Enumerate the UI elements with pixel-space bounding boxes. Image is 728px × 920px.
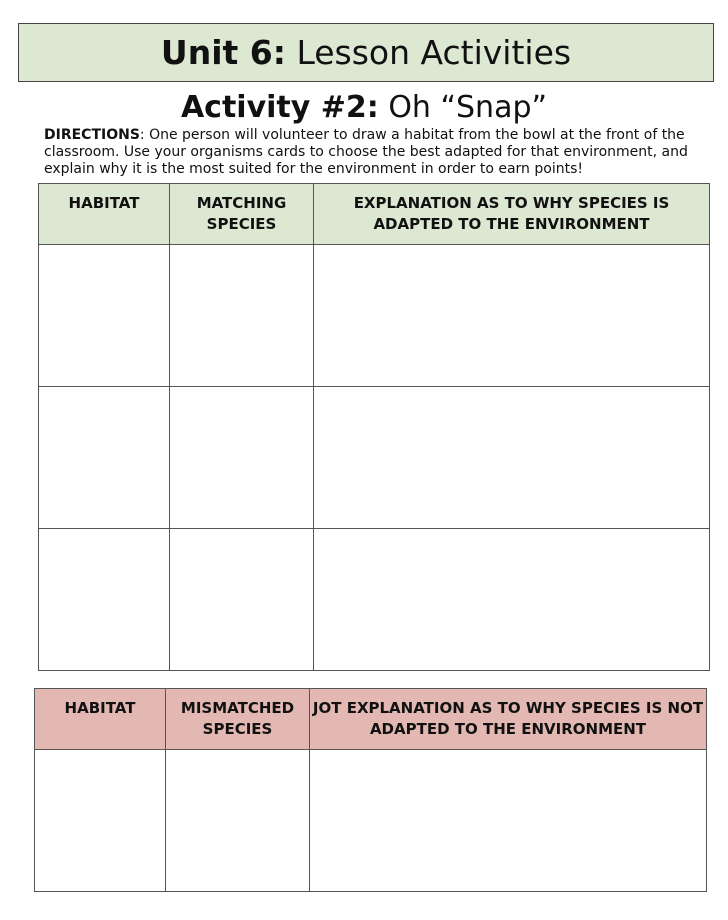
habitat-cell[interactable] bbox=[35, 750, 166, 892]
table-row bbox=[39, 529, 710, 671]
activity-name: Oh “Snap” bbox=[388, 90, 548, 125]
habitat-header: HABITAT bbox=[35, 689, 166, 750]
species-cell[interactable] bbox=[170, 387, 314, 529]
unit-label: Unit 6: bbox=[160, 33, 286, 72]
directions-label: DIRECTIONS bbox=[44, 127, 140, 143]
table-row bbox=[39, 387, 710, 529]
table-row bbox=[35, 750, 707, 892]
table-header-row bbox=[35, 689, 707, 750]
unit-title-banner bbox=[18, 23, 714, 82]
species-cell[interactable] bbox=[166, 750, 310, 892]
habitat-cell[interactable] bbox=[39, 387, 170, 529]
habitat-cell[interactable] bbox=[39, 245, 170, 387]
activity-label: Activity #2: bbox=[180, 90, 379, 125]
matching-species-header: MATCHING SPECIES bbox=[170, 184, 314, 245]
explanation-cell[interactable] bbox=[314, 387, 710, 529]
unit-title: Lesson Activities bbox=[296, 33, 572, 72]
jot-explanation-header: JOT EXPLANATION AS TO WHY SPECIES IS NOT ADAPTED TO THE ENVIRONMENT bbox=[310, 689, 707, 750]
matching-species-table bbox=[38, 183, 710, 671]
table-row bbox=[39, 245, 710, 387]
activity-heading bbox=[0, 88, 728, 128]
mismatched-species-header: MISMATCHED SPECIES bbox=[166, 689, 310, 750]
species-cell[interactable] bbox=[170, 245, 314, 387]
directions-text: : One person will volunteer to draw a habitat from the bowl at the front of the classroom. Use your organisms cards to choose the best adapted for that environment, and explain why it is the most suited for the environment in order to earn points! bbox=[44, 127, 688, 177]
species-cell[interactable] bbox=[170, 529, 314, 671]
habitat-header: HABITAT bbox=[39, 184, 170, 245]
explanation-cell[interactable] bbox=[314, 529, 710, 671]
directions bbox=[44, 127, 716, 178]
habitat-cell[interactable] bbox=[39, 529, 170, 671]
table-header-row bbox=[39, 184, 710, 245]
explanation-header: EXPLANATION AS TO WHY SPECIES IS ADAPTED TO THE ENVIRONMENT bbox=[314, 184, 710, 245]
explanation-cell[interactable] bbox=[310, 750, 707, 892]
explanation-cell[interactable] bbox=[314, 245, 710, 387]
mismatched-species-table bbox=[34, 688, 707, 892]
